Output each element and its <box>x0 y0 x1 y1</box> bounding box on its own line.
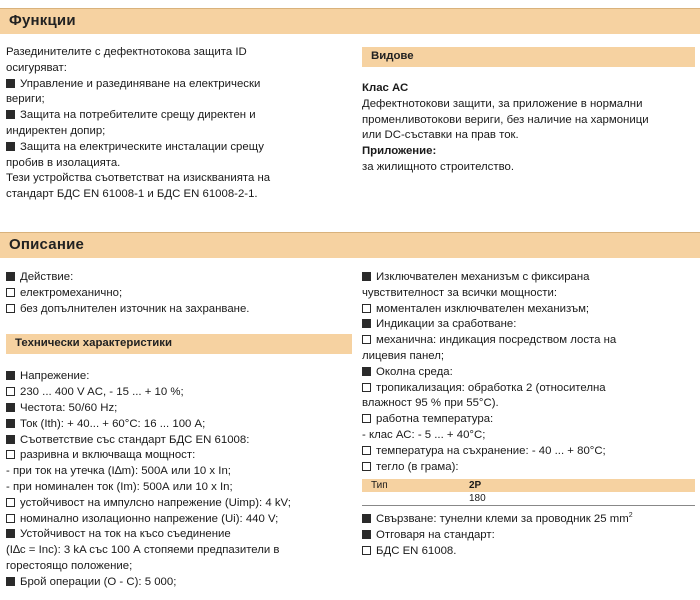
text-line: Разединителите с дефектнотокова защита ID <box>6 46 247 58</box>
empty-square-bullet-icon <box>6 450 15 459</box>
filled-square-bullet-icon <box>6 142 15 151</box>
empty-square-bullet-icon <box>6 498 15 507</box>
description-heading: Описание <box>0 232 700 258</box>
list-item <box>362 412 697 428</box>
empty-square-bullet-icon <box>6 514 15 523</box>
list-item <box>362 544 697 560</box>
filled-square-bullet-icon <box>362 367 371 376</box>
list-item-text: Ток (Ith): + 40... + 60°С: 16 ... 100 А; <box>20 417 206 430</box>
class-title: Клас АС <box>362 82 409 94</box>
weight-table <box>362 479 695 506</box>
class-line-2: променливотокови вериги, без наличие на хармоници <box>362 113 649 126</box>
list-item <box>362 333 697 349</box>
filled-square-bullet-icon <box>362 530 371 539</box>
list-item <box>6 448 356 464</box>
list-item-text: (I∆c = Inc): 3 kA със 100 А стопяеми предпазители в <box>6 544 280 557</box>
empty-square-bullet-icon <box>6 288 15 297</box>
list-item <box>362 396 697 412</box>
text-line: индиректен допир; <box>6 124 106 137</box>
list-item-text: Околна среда: <box>376 365 453 378</box>
list-item-text: влажност 95 % при 55°С). <box>362 397 499 410</box>
class-line-3: или DC-съставки на прав ток. <box>362 129 519 142</box>
list-item-text: Съответствие със стандарт БДС EN 61008: <box>20 433 250 446</box>
list-item-text: работна температура: <box>376 413 494 426</box>
list-item-text: моментален изключвателен механизъм; <box>376 302 590 315</box>
list-item-text: Свързване: тунелни клеми за проводник 25 mm <box>376 513 629 526</box>
list-item-text: - клас АС: - 5 ... + 40°С; <box>362 428 486 441</box>
list-item <box>6 575 356 591</box>
list-item <box>6 369 356 385</box>
list-item-text: Отговаря на стандарт: <box>376 529 495 542</box>
types-column <box>362 47 695 176</box>
type-header: Тип <box>362 479 460 492</box>
functions-heading: Функции <box>0 8 700 34</box>
empty-square-bullet-icon <box>362 546 371 555</box>
empty-square-bullet-icon <box>362 462 371 471</box>
list-item <box>6 270 356 286</box>
empty-square-bullet-icon <box>362 335 371 344</box>
list-item-text: 230 ... 400 V AC, - 15 ... + 10 %; <box>20 386 184 399</box>
empty-square-bullet-icon <box>362 446 371 455</box>
weight-value: 180 <box>460 492 695 506</box>
text-line: осигуряват: <box>6 61 67 74</box>
list-item <box>6 433 356 449</box>
text-line: стандарт БДС EN 61008-1 и БДС EN 61008-2-1. <box>6 188 258 201</box>
filled-square-bullet-icon <box>6 403 15 412</box>
empty-square-bullet-icon <box>362 383 371 392</box>
superscript: 2 <box>628 512 633 520</box>
description-left-column <box>6 270 356 591</box>
text-line: Защита на електрическите инсталации срещу <box>6 140 351 156</box>
list-item <box>6 417 356 433</box>
list-item <box>362 270 697 286</box>
empty-square-bullet-icon <box>362 414 371 423</box>
application-text: за жилищното строителство. <box>362 160 515 173</box>
list-item-text: механична: индикация посредством лоста на <box>376 334 617 347</box>
weight-table-header <box>362 479 695 492</box>
empty-square-bullet-icon <box>362 304 371 313</box>
list-item <box>6 496 356 512</box>
list-item <box>362 444 697 460</box>
list-item <box>362 302 697 318</box>
list-item-text: БДС EN 61008. <box>376 544 457 557</box>
list-item-text: устойчивост на импулсно напрежение (Uimp): 4 kV; <box>20 496 291 509</box>
list-item <box>6 512 356 528</box>
list-item <box>6 480 356 496</box>
list-item <box>6 286 356 302</box>
filled-square-bullet-icon <box>362 319 371 328</box>
list-item <box>6 464 356 480</box>
list-item <box>362 365 697 381</box>
text-line: Защита на потребителите срещу директен и <box>6 108 351 124</box>
list-item-text: температура на съхранение: - 40 ... + 80°С; <box>376 444 606 457</box>
filled-square-bullet-icon <box>362 514 371 523</box>
filled-square-bullet-icon <box>6 435 15 444</box>
list-item <box>362 460 697 476</box>
list-item-text: разривна и включваща мощност: <box>20 449 196 462</box>
empty-square-bullet-icon <box>6 304 15 313</box>
list-item-text: тропикализация: обработка 2 (относителна <box>376 381 606 394</box>
empty-square-bullet-icon <box>6 387 15 396</box>
list-item-text: Напрежение: <box>20 370 90 383</box>
list-item <box>362 349 697 365</box>
list-item-text: Действие: <box>20 271 74 283</box>
filled-square-bullet-icon <box>6 529 15 538</box>
weight-row-label <box>362 492 460 506</box>
list-item-text: номинално изолационно напрежение (Ui): 440 V; <box>20 512 279 525</box>
list-item-text: без допълнителен източник на захранване. <box>20 302 250 315</box>
list-item-text: горестоящо положение; <box>6 559 133 572</box>
text-line: Тези устройства съответстват на изискванията на <box>6 172 271 185</box>
list-item-text: тегло (в грама): <box>376 460 459 473</box>
filled-square-bullet-icon <box>6 272 15 281</box>
list-item-text: Честота: 50/60 Hz; <box>20 401 118 414</box>
list-item-text: Индикации за сработване: <box>376 318 517 331</box>
list-item <box>362 528 697 544</box>
text-line: Управление и разединяване на електрически <box>6 77 351 93</box>
text-line: пробив в изолацията. <box>6 156 121 169</box>
list-item <box>362 317 697 333</box>
filled-square-bullet-icon <box>6 79 15 88</box>
types-heading: Видове <box>362 47 695 67</box>
list-item <box>6 385 356 401</box>
weight-table-row <box>362 492 695 506</box>
list-item-text: Брой операции (О - С): 5 000; <box>20 575 177 588</box>
list-item-text: - при ток на утечка (I∆m): 500А или 10 x In; <box>6 465 231 478</box>
functions-left-column <box>6 45 351 203</box>
application-title: Приложение: <box>362 145 437 158</box>
list-item-text: лицевия панел; <box>362 349 445 362</box>
list-item <box>6 401 356 417</box>
list-item <box>6 527 356 543</box>
list-item-text: - при номинален ток (Im): 500А или 10 x In; <box>6 480 233 493</box>
list-item <box>6 543 356 559</box>
list-item <box>6 302 356 318</box>
list-item <box>6 559 356 575</box>
list-item-text: Изключвателен механизъм с фиксирана <box>376 271 590 283</box>
filled-square-bullet-icon <box>6 577 15 586</box>
list-item <box>362 286 697 302</box>
list-item <box>362 512 697 528</box>
tech-characteristics-heading: Технически характеристики <box>6 334 352 354</box>
filled-square-bullet-icon <box>6 419 15 428</box>
text-line: вериги; <box>6 93 45 106</box>
list-item <box>362 381 697 397</box>
class-line-1: Дефектнотокови защити, за приложение в нормални <box>362 97 643 110</box>
list-item-text: Устойчивост на ток на късо съединение <box>20 528 231 541</box>
filled-square-bullet-icon <box>362 272 371 281</box>
description-right-column <box>362 270 697 560</box>
filled-square-bullet-icon <box>6 371 15 380</box>
2p-header: 2P <box>460 479 695 492</box>
list-item-text: електромеханично; <box>20 286 123 299</box>
list-item <box>362 428 697 444</box>
list-item-text: чувствителност за всички мощности: <box>362 286 558 299</box>
filled-square-bullet-icon <box>6 110 15 119</box>
